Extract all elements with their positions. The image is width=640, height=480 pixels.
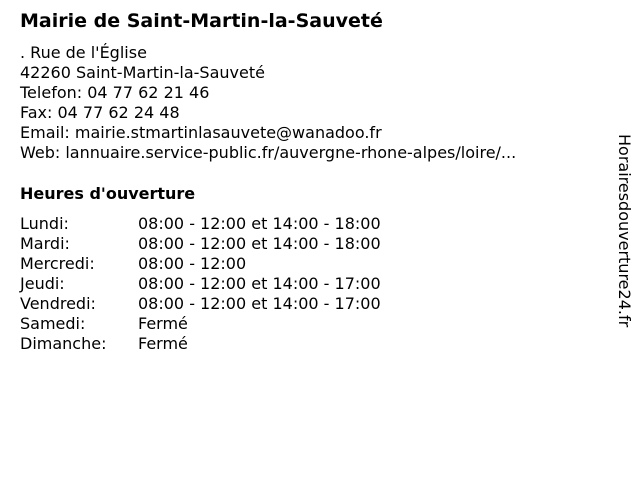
day-hours: Fermé [138,334,188,353]
fax-number: Fax: 04 77 62 24 48 [20,103,180,122]
day-label: Dimanche: [20,334,107,353]
day-hours: 08:00 - 12:00 [138,254,247,273]
day-hours: 08:00 - 12:00 et 14:00 - 18:00 [138,214,381,233]
contact-block [20,43,516,163]
day-label: Vendredi: [20,294,96,313]
phone-number: Telefon: 04 77 62 21 46 [20,83,210,102]
day-label: Mercredi: [20,254,95,273]
address-street: . Rue de l'Église [20,43,147,62]
day-hours: Fermé [138,314,188,333]
website-link: Web: lannuaire.service-public.fr/auvergne-rhone-alpes/loire/... [20,143,517,162]
site-brand-watermark: Horairesdouverture24.fr [615,134,634,328]
opening-hours-heading: Heures d'ouverture [20,184,196,203]
page-title: Mairie de Saint-Martin-la-Sauveté [20,10,383,32]
day-hours: 08:00 - 12:00 et 14:00 - 17:00 [138,274,381,293]
email-address: Email: mairie.stmartinlasauvete@wanadoo.fr [20,123,382,142]
day-label: Samedi: [20,314,86,333]
day-label: Jeudi: [20,274,65,293]
address-city: 42260 Saint-Martin-la-Sauveté [20,63,265,82]
day-label: Lundi: [20,214,69,233]
day-label: Mardi: [20,234,70,253]
day-hours: 08:00 - 12:00 et 14:00 - 18:00 [138,234,381,253]
day-hours: 08:00 - 12:00 et 14:00 - 17:00 [138,294,381,313]
